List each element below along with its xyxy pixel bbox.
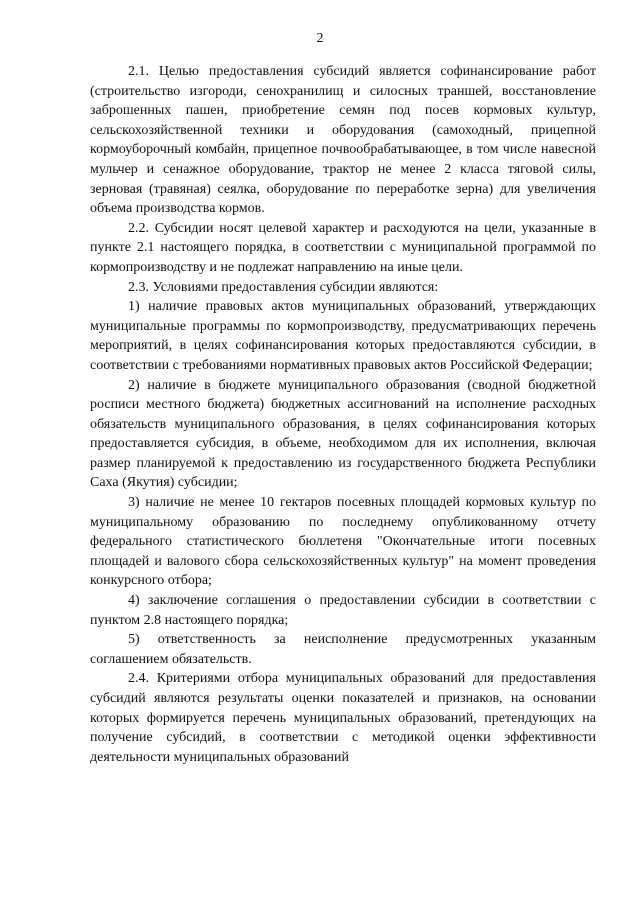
paragraph-2-4: 2.4. Критериями отбора муниципальных образований для предоставления субсидий являются результаты оценки показателей и признаков, на основании которых формируется перечень муниципальных образований, претендующих на получение субсидий, в соответствии с методикой оценки эффективности деятельности муниципальных образований xyxy=(90,671,596,765)
condition-item-1: 1) наличие правовых актов муниципальных образований, утверждающих муниципальные программы по кормопроизводству, предусматривающих перечень мероприятий, в целях софинансирования которых предоставляются субсидии, в соответствии с требованиями нормативных правовых актов Российской Федерации; xyxy=(90,299,596,373)
condition-item-5: 5) ответственность за неисполнение предусмотренных указанным соглашением обязательств. xyxy=(90,632,596,667)
condition-item-2: 2) наличие в бюджете муниципального образования (сводной бюджетной росписи местного бюджета) бюджетных ассигнований на исполнение расходных обязательств муниципального образования, в целях софинансирования которых предоставляется субсидия, в объеме, необходимом для их исполнения, включая размер планируемой к предоставлению из государственного бюджета Республики Саха (Якутия) субсидии; xyxy=(90,377,596,491)
document-body xyxy=(90,62,596,767)
paragraph-2-3: 2.3. Условиями предоставления субсидии являются: xyxy=(128,279,439,295)
page-number: 2 xyxy=(316,31,324,46)
condition-item-4: 4) заключение соглашения о предоставлении субсидии в соответствии с пунктом 2.8 настоящего порядка; xyxy=(90,593,596,628)
condition-item-3: 3) наличие не менее 10 гектаров посевных площадей кормовых культур по муниципальному образованию по последнему опубликованному отчету федерального статистического бюллетеня "Окончательные итоги посевных площадей и валового сбора сельскохозяйственных культур" на момент проведения конкурсного отбора; xyxy=(90,495,596,589)
paragraph-2-1: 2.1. Целью предоставления субсидий является софинансирование работ (строительство изгороди, сенохранилищ и силосных траншей, восстановление заброшенных пашен, приобретение семян под посев кормовых культур, сельскохозяйственной техники и оборудования (самоходный, прицепной кормоуборочный комбайн, прицепное почвообрабатывающее, в том числе навесной мульчер и сенажное оборудование, трактор не менее 2 класса тяговой силы, зерновая (травяная) сеялка, оборудование по переработке зерна) для увеличения объема производства кормов. xyxy=(90,64,596,217)
paragraph-2-2: 2.2. Субсидии носят целевой характер и расходуются на цели, указанные в пункте 2.1 настоящего порядка, в соответствии с муниципальной программой по кормопроизводству и не подлежат направлению на иные цели. xyxy=(90,220,596,275)
